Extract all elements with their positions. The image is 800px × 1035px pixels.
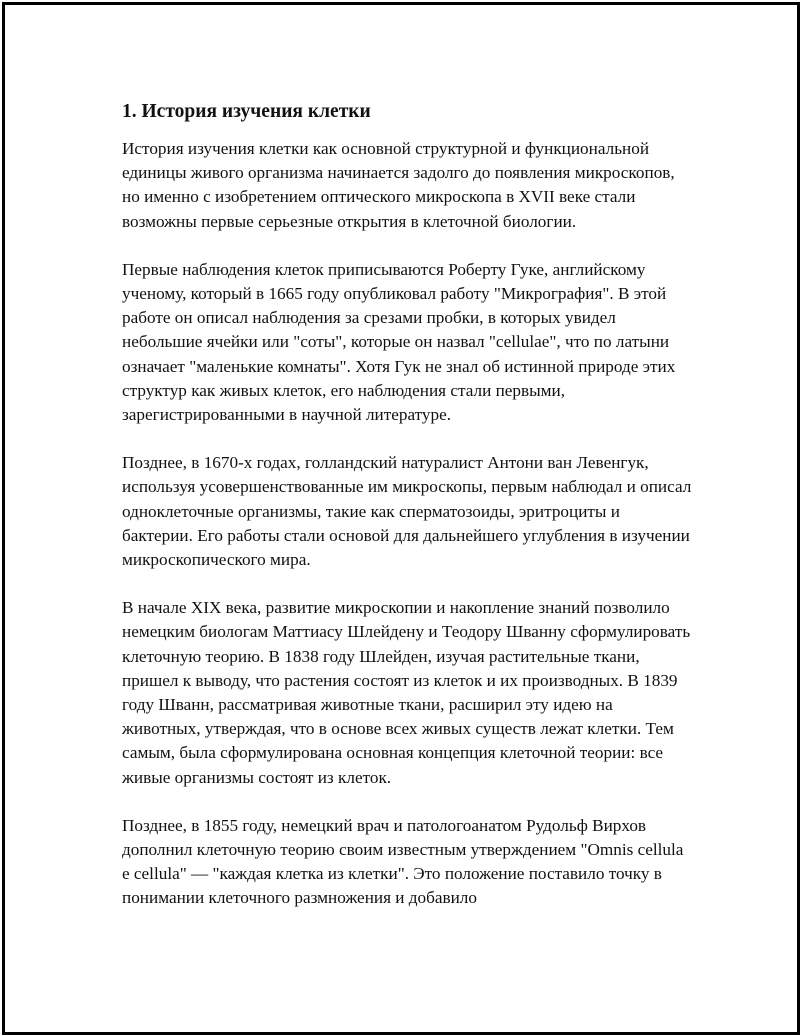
paragraph-leeuwenhoek: Позднее, в 1670-х годах, голландский натуралист Антони ван Левенгук, используя усовершенствованные им микроскопы, первым наблюдал и описал одноклеточные организмы, такие как сперматозоиды, эритроциты и бактерии. Его работы стали основой для дальнейшего углубления в изучении микроскопического мира. [122,453,692,570]
section-heading: 1. История изучения клетки [122,101,371,122]
paragraph-schleiden-schwann: В начале XIX века, развитие микроскопии и накопление знаний позволило немецким биологам Маттиасу Шлейдену и Теодору Шванну сформулировать клеточную теорию. В 1838 году Шлейден, изучая растительные ткани, пришел к выводу, что растения состоят из клеток и их производных. В 1839 году Шванн, рассматривая животные ткани, расширил эту идею на животных, утверждая, что в основе всех живых существ лежат клетки. Тем самым, была сформулирована основная концепция клеточной теории: все живые организмы состоят из клеток. [122,598,691,787]
paragraph-virchow: Позднее, в 1855 году, немецкий врач и патологоанатом Рудольф Вирхов дополнил клеточную теорию своим известным утверждением "Omnis cellula e cellula" — "каждая клетка из клетки". Это положение поставило точку в понимании клеточного размножения и добавило [122,815,684,908]
paragraph-hooke: Первые наблюдения клеток приписываются Роберту Гуке, английскому ученому, который в 1665 году опубликовал работу "Микрография". В этой работе он описал наблюдения за срезами пробки, в которых увидел небольшие ячейки или "соты", которые он назвал "cellulae", что по латыни означает "маленькие комнаты". Хотя Гук не знал об истинной природе этих структур как живых клеток, его наблюдения стали первыми, зарегистрированными в научной литературе. [122,259,676,425]
document-content [122,97,694,935]
document-page [2,2,800,1035]
paragraph-intro: История изучения клетки как основной структурной и функциональной единицы живого организма начинается задолго до появления микроскопов, но именно с изобретением оптического микроскопа в XVII веке стали возможны первые серьезные открытия в клеточной биологии. [122,139,675,231]
